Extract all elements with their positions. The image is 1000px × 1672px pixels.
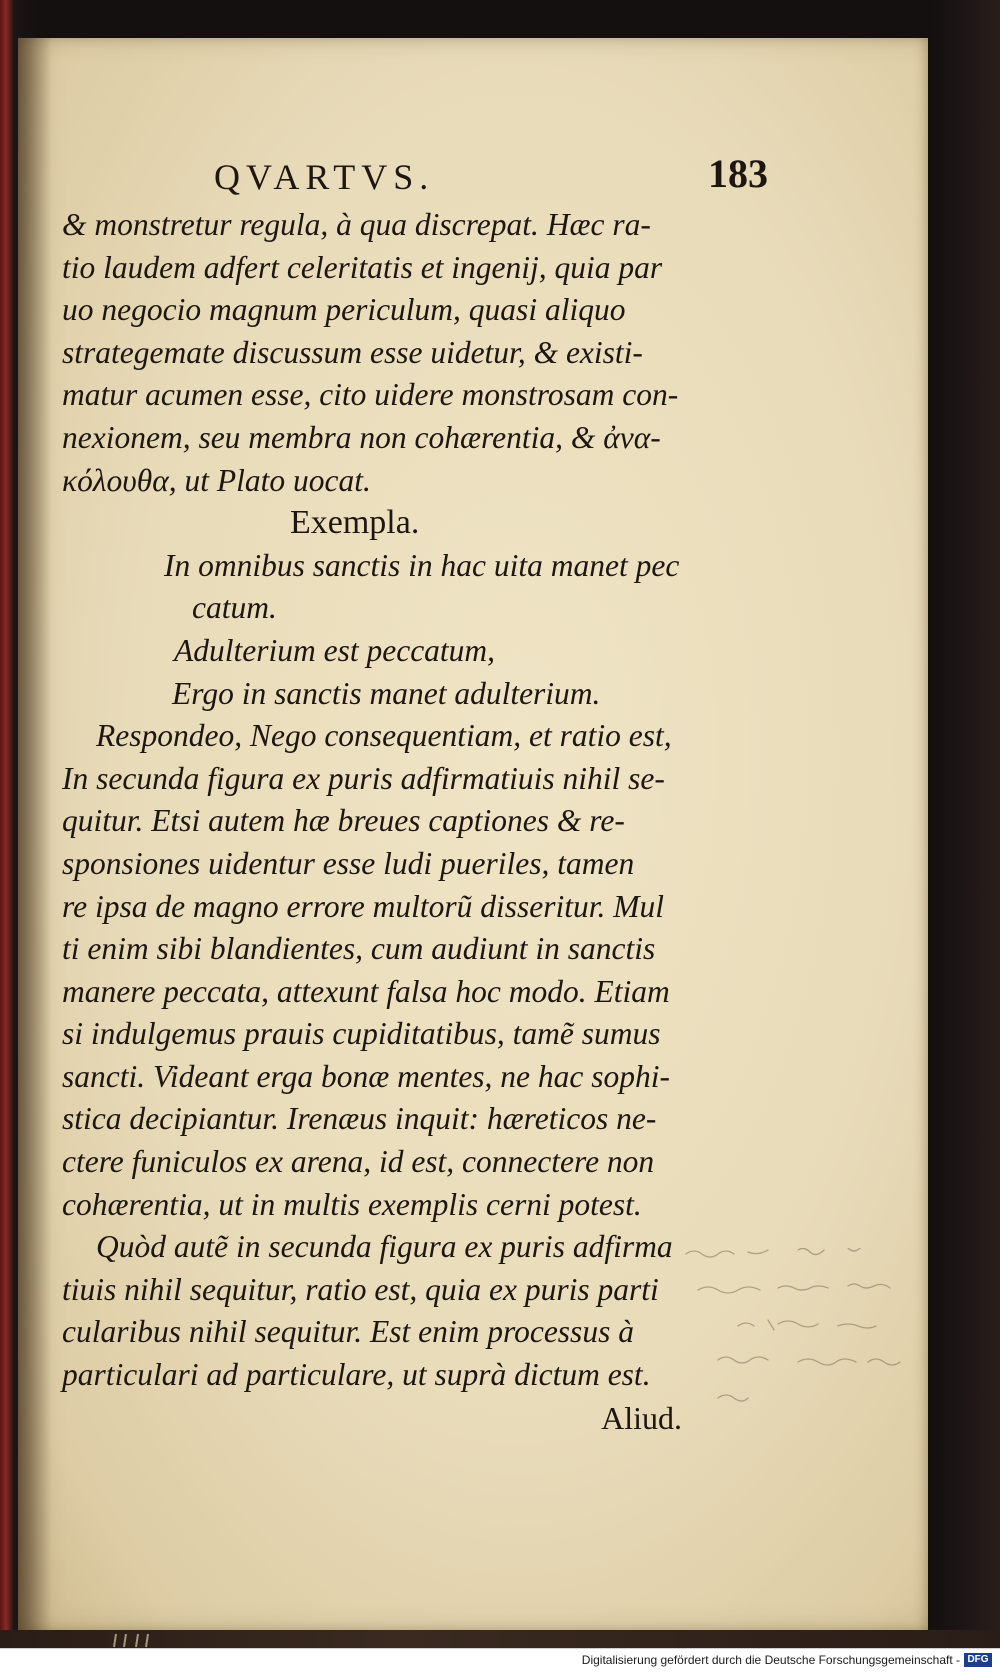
example-line: In omnibus sanctis in hac uita manet pec <box>164 547 680 583</box>
catchword: Aliud. <box>601 1399 682 1436</box>
binding-marks <box>110 1632 170 1648</box>
text-line: cularibus nihil sequitur. Est enim processus à <box>62 1314 634 1350</box>
text-line: cohærentia, ut in multis exemplis cerni potest. <box>62 1186 642 1222</box>
handwritten-marginalia <box>678 1248 948 1428</box>
credit-bar <box>0 1648 1000 1672</box>
text-line: nexionem, seu membra non cohærentia, & ἀνα- <box>62 419 661 455</box>
text-line: ctere funiculos ex arena, id est, connectere non <box>62 1144 655 1180</box>
credit-text: Digitalisierung gefördert durch die Deutsche Forschungsgemeinschaft - <box>581 1653 960 1667</box>
text-line: In secunda figura ex puris adfirmatiuis nihil se- <box>62 760 665 796</box>
book-page <box>18 38 928 1630</box>
text-line: & monstretur regula, à qua discrepat. Hæc ra- <box>62 207 651 242</box>
text-line: quitur. Etsi autem hæ breues captiones & re- <box>62 803 625 839</box>
text-line: Quòd autẽ in secunda figura ex puris adfirma <box>96 1229 673 1265</box>
page-number: 183 <box>708 151 768 196</box>
text-line: stica decipiantur. Irenæus inquit: hæreticos ne- <box>62 1101 657 1137</box>
text-line: sponsiones uidentur esse ludi pueriles, tamen <box>62 845 635 881</box>
text-line: tio laudem adfert celeritatis et ingenij, quia par <box>62 249 663 285</box>
text-line: matur acumen esse, cito uidere monstrosam con- <box>62 377 679 413</box>
body-text <box>62 204 692 1439</box>
text-line: Respondeo, Nego consequentiam, et ratio est, <box>96 718 672 754</box>
running-title: QVARTVS. <box>214 157 435 197</box>
text-line: κόλουθα, ut Plato uocat. <box>62 462 371 498</box>
text-line: ti enim sibi blandientes, cum audiunt in sanctis <box>62 931 656 967</box>
text-line: tiuis nihil sequitur, ratio est, quia ex puris parti <box>62 1271 659 1307</box>
text-line: re ipsa de magno errore multorũ disseritur. Mul <box>62 888 664 924</box>
spine-shadow <box>18 38 52 1630</box>
text-line: particulari ad particulare, ut suprà dictum est. <box>62 1357 651 1393</box>
text-line: si indulgemus prauis cupiditatibus, tamẽ sumus <box>62 1016 661 1052</box>
dfg-logo: DFG <box>964 1653 992 1667</box>
text-line: sancti. Videant erga bonæ mentes, ne hac sophi- <box>62 1058 671 1094</box>
example-line: Adulterium est peccatum, <box>174 632 496 668</box>
page-header <box>188 151 768 206</box>
text-line: uo negocio magnum periculum, quasi aliquo <box>62 292 626 328</box>
text-line: manere peccata, attexunt falsa hoc modo. Etiam <box>62 973 670 1009</box>
section-heading: Exempla. <box>290 504 420 542</box>
example-line: Ergo in sanctis manet adulterium. <box>172 675 601 711</box>
example-line: catum. <box>192 590 277 626</box>
text-line: strategemate discussum esse uidetur, & existi- <box>62 334 643 370</box>
